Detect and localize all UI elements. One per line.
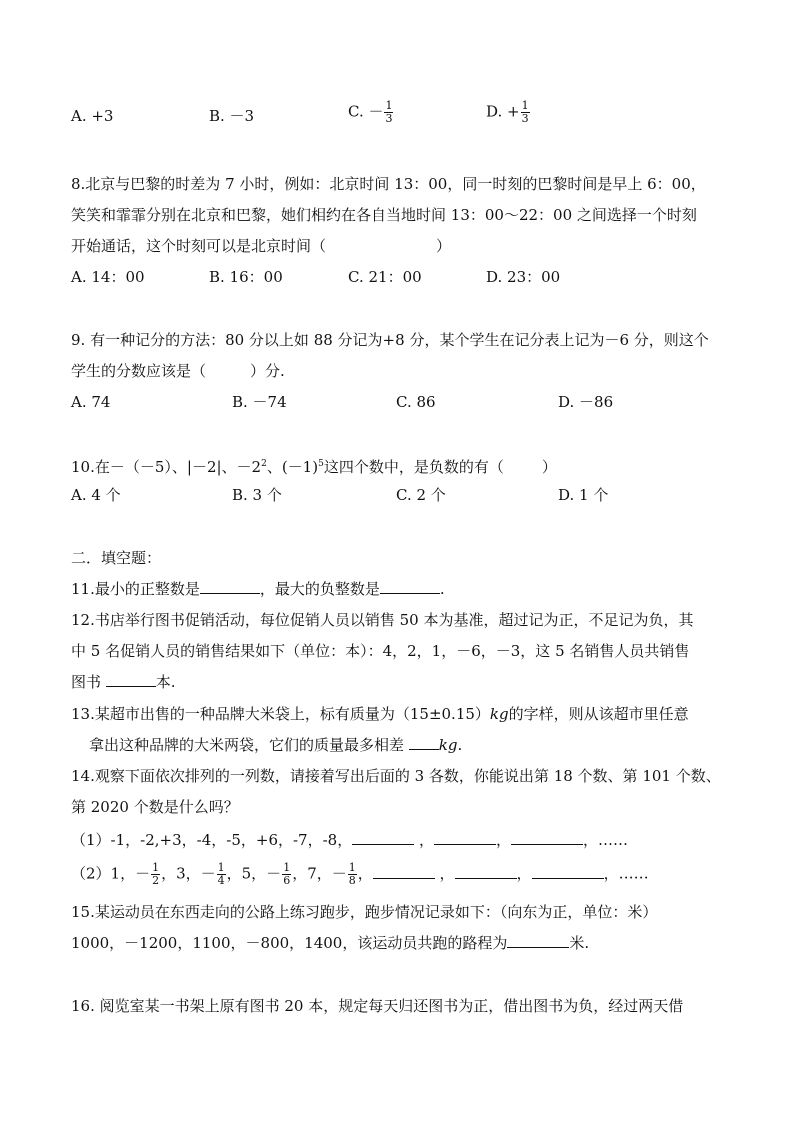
q13-line-1: 13.某超市出售的一种品牌大米袋上，标有质量为（15±0.15）kg的字样，则从该超市里任意	[71, 705, 689, 723]
answer-blank[interactable]	[434, 830, 496, 845]
q9-option-a: A. 74	[71, 393, 111, 411]
q10-option-a: A. 4 个	[71, 486, 121, 504]
q8-option-c: C. 21：00	[348, 268, 422, 286]
answer-blank[interactable]	[200, 579, 260, 594]
q12-line-3: 图书 本.	[71, 673, 176, 691]
fraction: $\frac{1}{4}$	[217, 861, 225, 887]
q9-option-d: D. －86	[558, 393, 614, 411]
fraction: $\frac{1}{2}$	[152, 861, 160, 887]
q10-option-c: C. 2 个	[396, 486, 446, 504]
q15-line-2: 1000，－1200，1100，－800，1400，该运动员共跑的路程为 米.	[71, 934, 590, 952]
q13-line-2: 拿出这种品牌的大米两袋，它们的质量最多相差 kg.	[89, 736, 463, 754]
q12-line-2: 中 5 名促销人员的销售结果如下（单位：本）：4，2，1，－6，－3，这 5 名销售人员共销售	[71, 642, 690, 660]
q8-option-d: D. 23：00	[486, 268, 561, 286]
q9-option-b: B. －74	[232, 393, 287, 411]
fraction: $\frac{1}{3}$	[385, 99, 393, 125]
q16-line-1: 16. 阅览室某一书架上原有图书 20 本，规定每天归还图书为正，借出图书为负，经过两天借	[71, 997, 684, 1015]
q8-line-2: 笑笑和霏霏分别在北京和巴黎，她们相约在各自当地时间 13：00～22：00 之间选择一个时刻	[71, 206, 697, 224]
q11-line: 11.最小的正整数是 ，最大的负整数是 .	[71, 580, 445, 598]
answer-blank[interactable]	[532, 864, 604, 879]
q8-line-3: 开始通话，这个时刻可以是北京时间（ ）	[71, 237, 452, 255]
section-title: 二．填空题：	[71, 549, 162, 567]
answer-blank[interactable]	[380, 579, 440, 594]
fraction: $\frac{1}{3}$	[521, 99, 529, 125]
q7-option-a: A. +3	[71, 107, 114, 125]
answer-blank[interactable]	[409, 735, 439, 750]
q10-option-d: D. 1 个	[558, 486, 609, 504]
q9-option-c: C. 86	[396, 393, 436, 411]
q9-line-1: 9. 有一种记分的方法：80 分以上如 88 分记为+8 分，某个学生在记分表上记为－6 分，则这个	[71, 331, 709, 349]
q8-option-b: B. 16：00	[209, 268, 283, 286]
answer-blank[interactable]	[511, 830, 583, 845]
q14-sequence-1: （1）-1，-2,+3，-4，-5，+6，-7，-8， ， ， ，……	[71, 831, 629, 849]
q7-option-c: C. － $\frac{1}{3}$	[348, 99, 393, 125]
q8-line-1: 8.北京与巴黎的时差为 7 小时，例如：北京时间 13：00，同一时刻的巴黎时间是早上 6：00，	[71, 175, 706, 193]
q9-line-2: 学生的分数应该是（ ）分.	[71, 362, 285, 380]
answer-blank[interactable]	[373, 864, 435, 879]
answer-blank[interactable]	[507, 933, 569, 948]
q8-option-a: A. 14：00	[71, 268, 145, 286]
q15-line-1: 15.某运动员在东西走向的公路上练习跑步，跑步情况记录如下：（向东为正，单位：米）	[71, 903, 658, 921]
q7-option-b: B. －3	[209, 107, 255, 125]
q12-line-1: 12.书店举行图书促销活动，每位促销人员以销售 50 本为基准，超过记为正，不足记为负，其	[71, 611, 694, 629]
q10-line: 10.在－（－5）、|－2|、$-2^2$、$(-1)^5$这四个数中，是负数的有（ ）	[71, 458, 557, 476]
q7-option-d: D. + $\frac{1}{3}$	[486, 99, 529, 125]
answer-blank[interactable]	[455, 864, 517, 879]
q10-option-b: B. 3 个	[232, 486, 282, 504]
fraction: $\frac{1}{6}$	[283, 861, 291, 887]
answer-blank[interactable]	[106, 672, 156, 687]
q14-line-1: 14.观察下面依次排列的一列数，请接着写出后面的 3 各数，你能说出第 18 个数、第 101 个数、	[71, 767, 721, 785]
answer-blank[interactable]	[352, 830, 414, 845]
q14-sequence-2: （2）1，－ $\frac{1}{2}$ ，3，－ $\frac{1}{4}$ ，5，－ $\frac{1}{6}$ ，7，－ $\frac{1}{8}$ ， ， ， ，……	[71, 861, 649, 887]
q14-line-2: 第 2020 个数是什么吗？	[71, 798, 239, 816]
fraction: $\frac{1}{8}$	[348, 861, 356, 887]
